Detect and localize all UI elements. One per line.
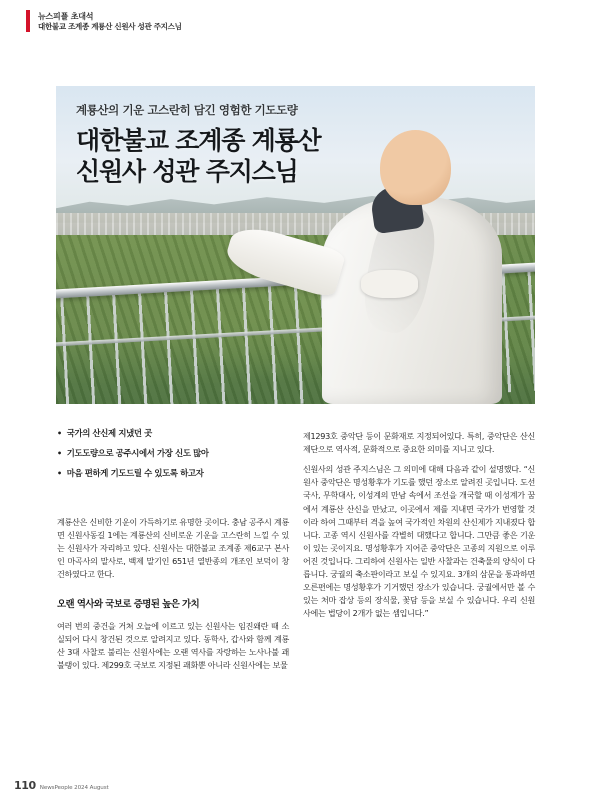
hero-title-line-1: 대한불교 조계종 계룡산	[76, 126, 321, 155]
page-number: 110	[14, 779, 36, 792]
body-paragraph: 제1293호 중악단 등이 문화재로 지정되어있다. 특히, 중악단은 산신제단으로 역사적, 문화적으로 중요한 의미를 지니고 있다.	[303, 431, 535, 455]
masthead	[26, 10, 182, 32]
hero-kicker: 계룡산의 기운 고스란히 담긴 영험한 기도도량	[76, 103, 298, 117]
publication-imprint: NewsPeople 2024 August	[39, 785, 109, 791]
key-points-list	[57, 428, 307, 488]
masthead-accent-rule	[26, 10, 30, 32]
masthead-text	[38, 10, 182, 32]
bullet-label: 기도도량으로 공주시에서 가장 신도 많아	[66, 448, 209, 459]
bullet-label: 마음 편하게 기도드릴 수 있도록 하고자	[66, 468, 204, 479]
monk-sash	[361, 270, 418, 298]
list-item	[57, 468, 307, 478]
page-footer	[14, 779, 109, 792]
hero-title-line-2: 신원사 성관 주지스님	[76, 156, 298, 186]
monk-head	[380, 130, 451, 206]
body-paragraph-quote: 신원사의 성관 주지스님은 그 의미에 대해 다음과 같이 설명했다. “신원사 중악단은 명성황후가 기도를 했던 장소로 알려진 곳입니다. 도선국사, 무학대사, 이성계의 만남 속에서 조선을 개국할 때 이성계가 꿈에서 계룡산 산신을 만났고, 이곳에서 제를 지내면 국가가 번영할 것이라 하여 그때부터 격을 높여 국가적인 차원의 산신제가 지내졌다 합니다. 고종 역시 신원사를 각별히 대했다고 합니다. 그만큼 좋은 기운이 있는 곳이지요. 명성황후가 지어준 중악단은 고종의 지원으로 이루어진 것입니다. 그리하여 신원사는 일반 사찰과는 건축물의 양식이 다릅니다. 궁궐의 축소판이라고 보실 수 있지요. 3개의 삼문을 통과하면 오른편에는 명성황후가 기거했던 장소가 있습니다. 궁궐에서만 볼 수 있는 처마 잡상 등의 장식물, 꽃담 등을 보실 수 있습니다. 우리 신원사에는 법당이 2개가 없는 셈입니다.”	[303, 464, 535, 619]
section-subheading: 오랜 역사와 국보로 증명된 높은 가치	[57, 598, 200, 610]
body-paragraph: 여러 번의 중건을 거쳐 오늘에 이르고 있는 신원사는 임진왜란 때 소실되어 다시 창건된 것으로 알려지고 있다. 동학사, 갑사와 함께 계룡산 3대 사찰로 불리는 신원사에는 오랜 역사를 자랑하는 노사나불 괘불탱이 있다. 제299호 국보로 지정된 괘화뿐 아니라 신원사에는 보물	[57, 620, 289, 671]
masthead-kicker: 뉴스피플 초대석	[38, 12, 94, 21]
list-item	[57, 428, 307, 438]
bullet-label: 국가의 산신제 지냈던 곳	[66, 428, 152, 438]
hero-photo	[56, 86, 535, 404]
masthead-subtitle: 대한불교 조계종 계룡산 신원사 성관 주지스님	[38, 22, 182, 32]
body-column-left	[57, 516, 289, 679]
bullet-dot-icon: •	[57, 449, 62, 459]
bullet-dot-icon: •	[57, 429, 62, 438]
list-item	[57, 448, 307, 458]
body-paragraph: 계룡산은 신비한 기운이 가득하기로 유명한 곳이다. 충남 공주시 계룡면 신원사동길 1에는 계룡산의 신비로운 기운을 고스란히 느낄 수 있는 신원사가 자리하고 있다. 신원사는 대한불교 조계종 제6교구 본사인 마곡사의 말사로, 백제 말기인 651년 열반종의 개조인 보덕이 창건하였다고 한다.	[57, 517, 289, 580]
hero-text-overlay	[76, 102, 372, 187]
body-column-right	[303, 430, 535, 628]
bullet-dot-icon: •	[57, 469, 62, 479]
